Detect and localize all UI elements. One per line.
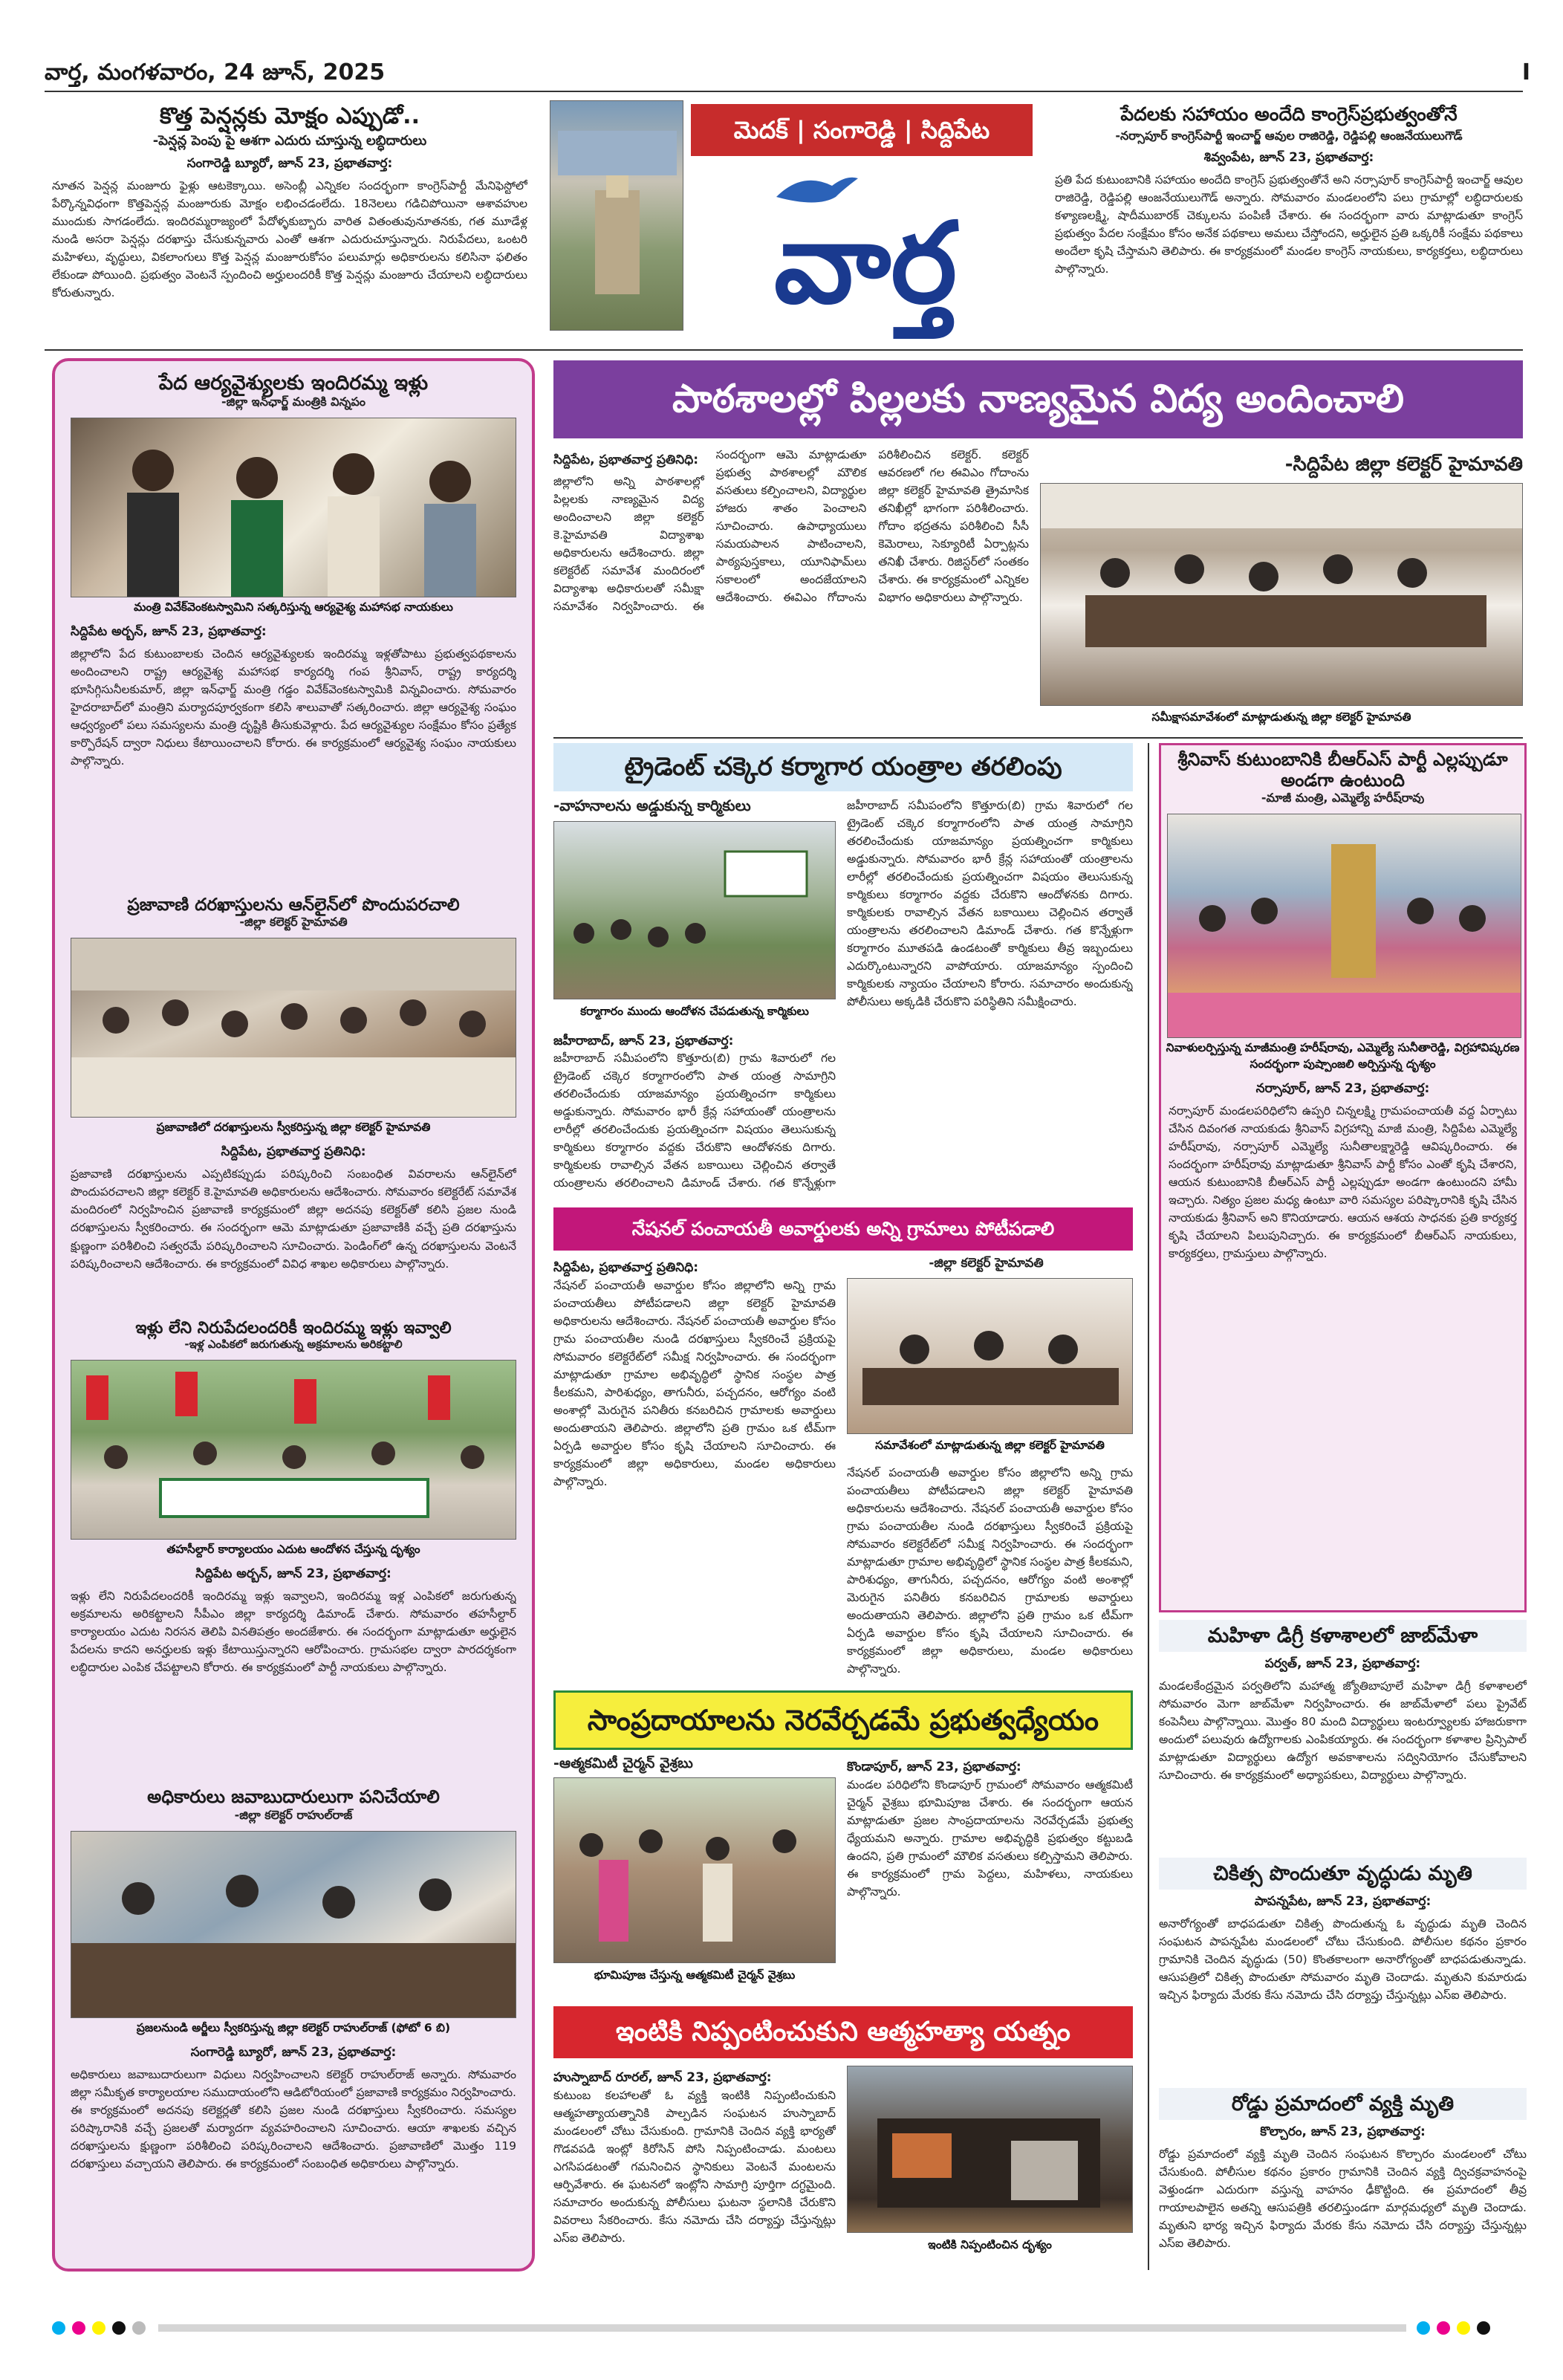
story-suicide-caption: ఇంటికి నిప్పంటించిన దృశ్యం — [928, 2238, 1052, 2251]
story-prajavani-subhead: -జిల్లా కలెక్టర్ హైమావతి — [239, 915, 348, 930]
story-panchayat-photo-svg — [848, 1279, 1133, 1434]
edition-photo-collage — [550, 100, 683, 331]
story-panchayat-caption: సమావేశంలో మాట్లాడుతున్న జిల్లా కలెక్టర్ హైమావతి — [875, 1439, 1105, 1452]
masthead-rule — [45, 91, 1523, 92]
story-panchayat-headline: నేషనల్ పంచాయతీ అవార్డులకు అన్ని గ్రామాలు పోటీపడాలి — [553, 1207, 1133, 1251]
story-college — [1159, 1620, 1527, 1850]
story-elderly-dateline: పాపన్నపేట, జూన్ 23, ప్రభాతవార్త: — [1254, 1894, 1432, 1910]
story-arya — [71, 372, 516, 892]
story-pension-dateline: సంగారెడ్డి బ్యూరో, జూన్ 23, ప్రభాతవార్త: — [186, 155, 393, 171]
story-congress-headline: పేదలకు సహాయం అందేది కాంగ్రెస్‌ప్రభుత్వంతోనే — [1120, 103, 1458, 125]
story-arya-dateline: సిద్దిపేట అర్బన్, జూన్ 23, ప్రభాతవార్త: — [71, 624, 267, 640]
registration-dot-grey — [132, 2321, 146, 2335]
story-officers-caption: ప్రజలనుండి అర్జీలు స్వీకరిస్తున్న జిల్లా కలెక్టర్ రాహుల్‌రాజ్ (ఫోటో 6 బి) — [136, 2020, 451, 2034]
story-prajavani — [71, 895, 516, 1311]
registration-dot-yellow — [92, 2321, 105, 2335]
story-tradition-caption: భూమిపూజ చేస్తున్న ఆత్మకమిటీ చైర్మన్ వైశ్రబు — [594, 1968, 796, 1982]
story-prajavani-photo — [71, 938, 516, 1118]
right-column-rule — [1148, 743, 1149, 2270]
story-school-photo — [1040, 483, 1523, 706]
story-officers-photo-svg — [71, 1832, 516, 2017]
registration-dot-black — [112, 2321, 126, 2335]
story-brs-photo — [1167, 814, 1521, 1038]
story-elderly-headline: చికిత్స పొందుతూ వృద్ధుడు మృతి — [1159, 1858, 1527, 1890]
registration-dot-black-right — [1477, 2321, 1490, 2335]
registration-dot-magenta — [72, 2321, 85, 2335]
story-college-dateline: పర్వత్, జూన్ 23, ప్రభాతవార్త: — [1264, 1656, 1421, 1672]
story-brs-dateline: నర్సాపూర్, జూన్ 23, ప్రభాతవార్త: — [1255, 1081, 1430, 1097]
story-houses-body: ఇళ్లు లేని నిరుపేదలందరికీ ఇందిరమ్మ ఇళ్లు ఇవ్వాలని, ఇందిరమ్మ ఇళ్ల ఎంపికలో జరుగుతున్న అక్రమాలను అరికట్టాలని సీపీఎం జిల్లా కార్యదర్శి డిమాండ్ చేశారు. సోమవారం తహసీల్దార్ కార్యాలయం ఎదుట నిరసన తెలిపి వినతిపత్రం అందజేశారు. ఈ సందర్భంగా మాట్లాడుతూ అర్హులైన పేదలను కాదని అనర్హులకు ఇళ్లు కేటాయిస్తున్నారని ఆరోపించారు. గ్రామసభల ద్వారా పారదర్శకంగా లబ్ధిదారుల ఎంపిక చేపట్టాలని కోరారు. ఈ కార్యక్రమంలో పార్టీ నాయకులు పాల్గొన్నారు. — [71, 1589, 516, 1675]
newspaper-logo: వార్త — [773, 199, 958, 328]
edition-banner: మెదక్ | సంగారెడ్డి | సిద్దిపేట — [691, 104, 1033, 156]
story-trident-photo-svg — [554, 822, 836, 999]
registration-dot-magenta-right — [1437, 2321, 1450, 2335]
story-trident-body-right: జహీరాబాద్ సమీపంలోని కొత్తూరు(బి) గ్రామ శివారులో గల ట్రైడెంట్ చక్కెర కర్మాగారంలోని పాత యంత్ర సామాగ్రిని తరలించేందుకు యాజమాన్యం ప్రయత్నించగా కార్మికులు అడ్డుకున్నారు. సోమవారం భారీ క్రేన్ల సహాయంతో యంత్రాలను లారీల్లో తరలించేందుకు ప్రయత్నించగా విషయం తెలుసుకున్న కార్మికులు కర్మాగారం వద్దకు చేరుకొని ఆందోళనకు దిగారు. కార్మికులకు రావాల్సిన వేతన బకాయిలు చెల్లించిన తర్వాతే యంత్రాలను తరలించాలని డిమాండ్ చేశారు. గత కొన్నేళ్లుగా కర్మాగారం మూతపడి ఉండటంతో కార్మికులు తీవ్ర ఇబ్బందులు ఎదుర్కొంటున్నారని వాపోయారు. యాజమాన్యం స్పందించి కార్మికులకు న్యాయం చేయాలని కోరారు. సమాచారం అందుకున్న పోలీసులు అక్కడికి చేరుకొని పరిస్థితిని సమీక్షించారు. — [847, 799, 1133, 1009]
story-houses-dateline: సిద్దిపేట అర్బన్, జూన్ 23, ప్రభాతవార్త: — [195, 1566, 391, 1582]
story-prajavani-body: ప్రజావాణి దరఖాస్తులను ఎప్పటికప్పుడు పరిష్కరించి సంబంధిత వివరాలను ఆన్‌లైన్‌లో పొందుపరచాలని జిల్లా కలెక్టర్ కె.హైమావతి అధికారులను ఆదేశించారు. సోమవారం కలెక్టరేట్ సమావేశ మందిరంలో నిర్వహించిన ప్రజావాణి కార్యక్రమంలో జిల్లా అదనపు కలెక్టర్‌తో కలిసి ప్రజల నుండి దరఖాస్తులను స్వీకరించారు. ఈ సందర్భంగా ఆమె మాట్లాడుతూ ప్రజావాణికి వచ్చే ప్రతి దరఖాస్తును క్షుణ్ణంగా పరిశీలించి సత్వరమే పరిష్కరించాలని సూచించారు. పెండింగ్‌లో ఉన్న దరఖాస్తులను వెంటనే పరిష్కరించాలని ఆదేశించారు. ఈ కార్యక్రమంలో వివిధ శాఖల అధికారులు పాల్గొన్నారు. — [71, 1167, 516, 1271]
registration-bar — [158, 2324, 1406, 2332]
story-college-body: మండలకేంద్రమైన పర్వతిలోని మహాత్మ జ్యోతిబాపూలే మహిళా డిగ్రీ కళాశాలలో సోమవారం మెగా జాబ్‌మేళా నిర్వహించారు. ఈ జాబ్‌మేళాలో పలు ప్రైవేట్ కంపెనీలు పాల్గొన్నాయి. మొత్తం 80 మంది విద్యార్థులు ఇంటర్వ్యూలకు హాజరుకాగా అందులో పలువురు ఉద్యోగాలకు ఎంపికయ్యారు. ఈ సందర్భంగా కళాశాల ప్రిన్సిపాల్ మాట్లాడుతూ విద్యార్థులు ఉద్యోగ అవకాశాలను సద్వినియోగం చేసుకోవాలని సూచించారు. ఈ కార్యక్రమంలో అధ్యాపకులు, విద్యార్థులు పాల్గొన్నారు. — [1159, 1679, 1527, 1783]
story-accident-body: రోడ్డు ప్రమాదంలో వ్యక్తి మృతి చెందిన సంఘటన కొల్చారం మండలంలో చోటు చేసుకుంది. పోలీసుల కథనం ప్రకారం గ్రామానికి చెందిన వ్యక్తి ద్విచక్రవాహనంపై వెళ్తుండగా ఎదురుగా వస్తున్న వాహనం ఢీకొట్టింది. ఈ ప్రమాదంలో తీవ్ర గాయాలపాలైన అతన్ని ఆసుపత్రికి తరలిస్తుండగా మార్గమధ్యలో మృతి చెందాడు. మృతుని భార్య ఇచ్చిన ఫిర్యాదు మేరకు కేసు నమోదు చేసి దర్యాప్తు చేస్తున్నట్లు ఎస్ఐ తెలిపారు. — [1159, 2147, 1527, 2251]
story-suicide-photo-svg — [848, 2066, 1133, 2233]
story-pension-body: నూతన పెన్షన్ల మంజూరు ఫైళ్లు ఆటకెక్కాయి. అసెంబ్లీ ఎన్నికల సందర్భంగా కాంగ్రెస్‌పార్టీ మేనిఫెస్టోలో పేర్కొన్నవిధంగా కొత్తపెన్షన్ల మంజూరుకు మోక్షం లభించడంలేదు. 18నెలలు గడిచిపోయినా ఆశావహుల ముందుకు సాగడంలేదు. ఇందిరమ్మరాజ్యంలో పేదోళ్ళకుబ్బారు వారిత వితంతువునూతనకు, గత మూడేళ్ల నుండి అసరా పెన్షన్లు దరఖాస్తు చేసుకున్నవారు ఎంతో ఆశగా ఎదురుచూస్తున్నారు. నిరుపేదలు, ఒంటరి మహిళలు, వృద్ధులు, వికలాంగులు కొత్త పెన్షన్ల మంజూరుకోసం పలుమార్లు అధికారులను కలిసినా ఫలితం లేకుండా పోయింది. ప్రభుత్వం వెంటనే స్పందించి అర్హులందరికీ కొత్త పెన్షన్లు మంజూరు చేయాలని లబ్ధిదారులు కోరుతున్నారు. — [52, 178, 527, 299]
story-suicide-dateline: హుస్నాబాద్ రూరల్, జూన్ 23, ప్రభాతవార్త: — [553, 2070, 772, 2085]
story-accident — [1159, 2088, 1527, 2270]
story-panchayat-body-right: నేషనల్ పంచాయతీ అవార్డుల కోసం జిల్లాలోని అన్ని గ్రామ పంచాయతీలు పోటీపడాలని జిల్లా కలెక్టర్ హైమావతి అధికారులను ఆదేశించారు. నేషనల్ పంచాయతీ అవార్డుల కోసం గ్రామ పంచాయతీల నుండి దరఖాస్తులు స్వీకరించే ప్రక్రియపై సోమవారం కలెక్టరేట్‌లో సమీక్ష నిర్వహించారు. ఈ సందర్భంగా మాట్లాడుతూ గ్రామాల అభివృద్ధిలో స్థానిక సంస్థల పాత్ర కీలకమని, పారిశుధ్యం, తాగునీరు, పచ్చదనం, ఆరోగ్యం వంటి అంశాల్లో మెరుగైన పనితీరు కనబరిచిన గ్రామాలకు అవార్డులు అందుతాయని తెలిపారు. జిల్లాలోని ప్రతి గ్రామం ఒక టీమ్‌గా ఏర్పడి అవార్డుల కోసం కృషి చేయాలని సూచించారు. ఈ కార్యక్రమంలో జిల్లా అధికారులు, మండల అధికారులు పాల్గొన్నారు. — [847, 1466, 1133, 1676]
story-trident-subhead: -వాహనాలను అడ్డుకున్న కార్మికులు — [553, 797, 751, 814]
edition-logo-block — [550, 100, 1040, 338]
story-officers-photo — [71, 1831, 516, 2018]
story-houses-photo-svg — [71, 1361, 516, 1539]
story-congress-body: ప్రతి పేద కుటుంబానికి సహాయం అందేది కాంగ్రెస్ ప్రభుత్వంతోనే అని నర్సాపూర్ కాంగ్రెస్‌పార్టీ ఇంచార్జ్ ఆవుల రాజిరెడ్డి, రెడ్డిపల్లి ఆంజనేయులుగౌడ్ అన్నారు. సోమవారం మండలంలోని పలు గ్రామాల్లో లబ్ధిదారులకు కళ్యాణలక్ష్మి, షాదీముబారక్ చెక్కులను పంపిణీ చేశారు. ఈ సందర్భంగా వారు మాట్లాడుతూ కాంగ్రెస్ ప్రభుత్వం పేదల సంక్షేమం కోసం అనేక పథకాలు అమలు చేస్తోందని, అర్హులైన ప్రతి ఒక్కరికీ సంక్షేమ పథకాలు అందేలా కృషి చేస్తామని తెలిపారు. ఈ కార్యక్రమంలో మండల కాంగ్రెస్ నాయకులు, కార్యకర్తలు, లబ్ధిదారులు పాల్గొన్నారు. — [1055, 172, 1523, 276]
story-tradition-dateline: కొండాపూర్, జూన్ 23, ప్రభాతవార్త: — [847, 1760, 1021, 1774]
story-school-dateline: సిద్దిపేట, ప్రభాతవార్త ప్రతినిధి: — [553, 453, 698, 467]
story-prajavani-photo-svg — [71, 938, 516, 1117]
paper-date-line: వార్త, మంగళవారం, 24 జూన్, 2025 — [45, 59, 386, 85]
story-tradition-body: మండల పరిధిలోని కొండాపూర్ గ్రామంలో సోమవారం ఆత్మకమిటీ చైర్మన్ వైశ్రబు భూమిపూజ చేశారు. ఈ సందర్భంగా ఆయన మాట్లాడుతూ ప్రజల సాంప్రదాయాలను నెరవేర్చడమే ప్రభుత్వ ధ్యేయమని అన్నారు. గ్రామాల అభివృద్ధికి ప్రభుత్వం కట్టుబడి ఉందని, ప్రతి గ్రామంలో మౌలిక వసతులు కల్పిస్తామని తెలిపారు. ఈ కార్యక్రమంలో గ్రామ పెద్దలు, మహిళలు, నాయకులు పాల్గొన్నారు. — [847, 1778, 1133, 1899]
top-section-rule — [45, 349, 1523, 351]
story-prajavani-dateline: సిద్దిపేట, ప్రభాతవార్త ప్రతినిధి: — [221, 1144, 366, 1160]
story-accident-headline: రోడ్డు ప్రమాదంలో వ్యక్తి మృతి — [1159, 2088, 1527, 2120]
story-houses-subhead: -ఇళ్ల ఎంపికలో జరుగుతున్న అక్రమాలను అరికట్టాలి — [184, 1337, 403, 1352]
story-arya-photo-svg — [71, 418, 516, 597]
story-officers-body: అధికారులు జవాబుదారులుగా విధులు నిర్వహించాలని కలెక్టర్ రాహుల్‌రాజ్ అన్నారు. సోమవారం జిల్లా సమీకృత కార్యాలయాల సముదాయంలోని ఆడిటోరియంలో ప్రజావాణి కార్యక్రమం నిర్వహించారు. ఈ కార్యక్రమంలో అదనపు కలెక్టర్లతో కలిసి ప్రజల నుండి దరఖాస్తులు స్వీకరించారు. సమస్యల పరిష్కారానికి వచ్చే ప్రజలతో మర్యాదగా వ్యవహరించాలని సూచించారు. ఆయా శాఖలకు వచ్చిన దరఖాస్తులను క్షుణ్ణంగా పరిశీలించి పరిష్కరించాలని ఆదేశించారు. ప్రజావాణిలో మొత్తం 119 దరఖాస్తులు వచ్చాయని తెలిపారు. ఈ కార్యక్రమంలో సంబంధిత అధికారులు పాల్గొన్నారు. — [71, 2067, 516, 2170]
story-suicide-headline: ఇంటికి నిప్పంటించుకుని ఆత్మహత్యా యత్నం — [553, 2006, 1133, 2058]
edition-photo-svg — [550, 101, 683, 331]
story-pension-subhead: -పెన్షన్ల పెంపు పై ఆశగా ఎదురు చూస్తున్న లబ్ధిదారులు — [152, 132, 427, 149]
story-elderly-body: అనారోగ్యంతో బాధపడుతూ చికిత్స పొందుతున్న ఓ వృద్ధుడు మృతి చెందిన సంఘటన పాపన్నపేట మండలంలో చోటు చేసుకుంది. పోలీసుల కథనం ప్రకారం గ్రామానికి చెందిన వృద్ధుడు (50) కొంతకాలంగా అనారోగ్యంతో బాధపడుతున్నాడు. ఆసుపత్రిలో చికిత్స పొందుతూ సోమవారం మృతి చెందాడు. మృతుని కుమారుడు ఇచ్చిన ఫిర్యాదు మేరకు కేసు నమోదు చేసి దర్యాప్తు చేస్తున్నట్లు ఎస్ఐ తెలిపారు. — [1159, 1917, 1527, 2003]
story-arya-caption: మంత్రి వివేక్‌వెంకటస్వామిని సత్కరిస్తున్న ఆర్యవైశ్య మహాసభ నాయకులు — [134, 600, 453, 615]
story-houses-photo — [71, 1360, 516, 1540]
story-school-subhead: -సిద్దిపేట జిల్లా కలెక్టర్ హైమావతి — [1284, 453, 1523, 476]
story-congress-dateline: శివ్వంపేట, జూన్ 23, ప్రభాతవార్త: — [1203, 149, 1374, 165]
story-congress — [1055, 104, 1523, 342]
story-school-headline: పాఠశాలల్లో పిల్లలకు నాణ్యమైన విద్య అందించాలి — [553, 360, 1523, 438]
story-school-body-wrap — [553, 446, 1029, 736]
story-trident-photo — [553, 821, 836, 999]
story-suicide-body-left: కుటుంబ కలహాలతో ఓ వ్యక్తి ఇంటికి నిప్పంటించుకుని ఆత్మహత్యాయత్నానికి పాల్పడిన సంఘటన హుస్నాబాద్ మండలంలో చోటు చేసుకుంది. గ్రామానికి చెందిన వ్యక్తి భార్యతో గొడవపడి ఇంట్లో కిరోసిన్ పోసి నిప్పంటించాడు. మంటలు ఎగసిపడటంతో గమనించిన స్థానికులు వెంటనే మంటలను ఆర్పివేశారు. ఈ ఘటనలో ఇంట్లోని సామాగ్రి పూర్తిగా దగ్ధమైంది. సమాచారం అందుకున్న పోలీసులు ఘటనా స్థలానికి చేరుకొని వివరాలు సేకరించారు. కేసు నమోదు చేసి దర్యాప్తు చేస్తున్నట్లు ఎస్ఐ తెలిపారు. — [553, 2089, 836, 2246]
story-arya-body: జిల్లాలోని పేద కుటుంబాలకు చెందిన ఆర్యవైశ్యులకు ఇందిరమ్మ ఇళ్లతోపాటు ప్రభుత్వపథకాలను అందించాలని రాష్ట్ర ఆర్యవైశ్య మహాసభ కార్యదర్శి గంప శ్రీనివాస్, రాష్ట్ర కార్యదర్శి భూసిగ్గిసునీలకుమార్, జిల్లా ఇన్‌ఛార్జ్ మంత్రి గడ్డం వివేక్‌వెంకటస్వామికి విన్నవించారు. సోమవారం హైదరాబాద్‌లో మంత్రిని మర్యాదపూర్వకంగా కలిసి శాలువాతో సత్కరించారు. జిల్లా ఆర్యవైశ్య సంఘం ఆధ్వర్యంలో పలు సమస్యలను మంత్రి దృష్టికి తీసుకువెళ్లారు. పేద ఆర్యవైశ్యుల సంక్షేమం కోసం ప్రత్యేక కార్పొరేషన్ ద్వారా నిధులు కేటాయించాలని కోరారు. ఈ కార్యక్రమంలో ఆర్యవైశ్య సంఘం నాయకులు పాల్గొన్నారు. — [71, 647, 516, 768]
story-houses-headline: ఇళ్లు లేని నిరుపేదలందరికీ ఇందిరమ్మ ఇళ్లు ఇవ్వాలి — [135, 1319, 452, 1337]
story-pension — [52, 104, 527, 342]
clock-tower-shape — [595, 190, 640, 294]
story-suicide-photo — [847, 2066, 1133, 2233]
story-panchayat-photo — [847, 1278, 1133, 1434]
clock-face-shape — [606, 175, 628, 198]
story-panchayat-subhead: -జిల్లా కలెక్టర్ హైమావతి — [929, 1256, 1044, 1271]
story-prajavani-headline: ప్రజావాణి దరఖాస్తులను ఆన్‌లైన్‌లో పొందుపరచాలి — [127, 895, 460, 915]
story-prajavani-caption: ప్రజావాణిలో దరఖాస్తులను స్వీకరిస్తున్న జిల్లా కలెక్టర్ హైమావతి — [156, 1121, 431, 1135]
story-officers-headline: అధికారులు జవాబుదారులుగా పనిచేయాలి — [147, 1786, 440, 1807]
story-arya-photo — [71, 418, 516, 597]
story-college-headline: మహిళా డిగ్రీ కళాశాలలో జాబ్‌మేళా — [1159, 1620, 1527, 1652]
story-trident-dateline: జహీరాబాద్, జూన్ 23, ప్రభాతవార్త: — [553, 1034, 734, 1048]
story-tradition-headline: సాంప్రదాయాలను నెరవేర్చడమే ప్రభుత్వధ్యేయం — [553, 1690, 1133, 1750]
story-elderly — [1159, 1858, 1527, 2081]
footer-color-registration — [52, 2320, 1530, 2338]
story-brs-subhead: -మాజీ మంత్రి, ఎమ్మెల్యే హరీష్‌రావు — [1261, 791, 1425, 805]
story-trident-body-left: జహీరాబాద్ సమీపంలోని కొత్తూరు(బి) గ్రామ శివారులో గల ట్రైడెంట్ చక్కెర కర్మాగారంలోని పాత యంత్ర సామాగ్రిని తరలించేందుకు యాజమాన్యం ప్రయత్నించగా కార్మికులు అడ్డుకున్నారు. సోమవారం భారీ క్రేన్ల సహాయంతో యంత్రాలను లారీల్లో తరలించేందుకు ప్రయత్నించగా విషయం తెలుసుకున్న కార్మికులు కర్మాగారం వద్దకు చేరుకొని ఆందోళనకు దిగారు. కార్మికులకు రావాల్సిన వేతన బకాయిలు చెల్లించిన తర్వాతే యంత్రాలను తరలించాలని డిమాండ్ చేశారు. గత కొన్నేళ్లుగా — [553, 1051, 836, 1190]
story-brs-photo-svg — [1168, 814, 1521, 1037]
story-houses-caption: తహసీల్దార్ కార్యాలయం ఎదుట ఆందోళన చేస్తున్న దృశ్యం — [166, 1543, 420, 1557]
story-school-body: జిల్లాలోని అన్ని పాఠశాలల్లో పిల్లలకు నాణ్యమైన విద్య అందించాలని జిల్లా కలెక్టర్ కె.హైమావతి విద్యాశాఖ అధికారులను ఆదేశించారు. జిల్లా కలెక్టరేట్ సమావేశ మందిరంలో విద్యాశాఖ అధికారులతో సమీక్షా సమావేశం నిర్వహించారు. ఈ సందర్భంగా ఆమె మాట్లాడుతూ ప్రభుత్వ పాఠశాలల్లో మౌలిక వసతులు కల్పించాలని, విద్యార్థుల హాజరు శాతం పెంచాలని సూచించారు. ఉపాధ్యాయులు సమయపాలన పాటించాలని, పాఠ్యపుస్తకాలు, యూనిఫామ్‌లు సకాలంలో అందజేయాలని ఆదేశించారు. ఈవిఎం గోదాంను పరిశీలించిన కలెక్టర్. కలెక్టర్ ఆవరణలో గల ఈవిఎం గోదాంను జిల్లా కలెక్టర్ హైమావతి త్రైమాసిక తనిఖీల్లో భాగంగా పరిశీలించారు. గోదాం భద్రతను పరిశీలించి సీసీ కెమెరాలు, సెక్యూరిటీ ఏర్పాట్లను తనిఖీ చేశారు. రిజిస్టర్‌లో సంతకం చేశారు. ఈ కార్యక్రమంలో ఎన్నికల విభాగం అధికారులు పాల్గొన్నారు. — [553, 448, 1029, 614]
story-trident-caption: కర్మాగారం ముందు ఆందోళన చేపడుతున్న కార్మికులు — [580, 1005, 809, 1018]
story-congress-subhead: -నర్సాపూర్ కాంగ్రెస్‌పార్టీ ఇంచార్జ్ ఆవుల రాజిరెడ్డి, రెడ్డిపల్లి ఆంజనేయులుగౌడ్ — [1115, 128, 1463, 143]
school-bottom-rule — [553, 737, 1523, 739]
temple-shape — [558, 131, 677, 175]
story-tradition-subhead: -ఆత్మకమిటీ చైర్మన్ వైశ్రబు — [553, 1755, 693, 1771]
registration-dot-cyan — [52, 2321, 65, 2335]
story-pension-headline: కొత్త పెన్షన్లకు మోక్షం ఎప్పుడో.. — [160, 103, 420, 129]
story-arya-subhead: -జిల్లా ఇన్‌ఛార్జ్ మంత్రికి విన్నపం — [221, 395, 365, 409]
story-school-photo-svg — [1041, 484, 1523, 706]
page-number: I — [1521, 59, 1530, 85]
story-officers-subhead: -జిల్లా కలెక్టర్ రాహుల్‌రాజ్ — [234, 1807, 353, 1822]
story-tradition-photo — [553, 1777, 836, 1963]
registration-dot-cyan-right — [1417, 2321, 1430, 2335]
story-arya-headline: పేద ఆర్యవైశ్యులకు ఇందిరమ్మ ఇళ్లు — [158, 372, 429, 395]
story-school-caption: సమీక్షాసమావేశంలో మాట్లాడుతున్న జిల్లా కలెక్టర్ హైమావతి — [1151, 710, 1411, 724]
story-officers-dateline: సంగారెడ్డి బ్యూరో, జూన్ 23, ప్రభాతవార్త: — [190, 2044, 397, 2060]
story-officers — [71, 1787, 516, 2263]
story-panchayat-dateline: సిద్దిపేట, ప్రభాతవార్త ప్రతినిధి: — [553, 1260, 698, 1275]
story-brs — [1159, 743, 1527, 1612]
story-trident-headline: ట్రైడెంట్ చక్కెర కర్మాగార యంత్రాల తరలింపు — [553, 743, 1133, 791]
registration-dot-yellow-right — [1457, 2321, 1470, 2335]
story-brs-body: నర్సాపూర్ మండలపరిధిలోని ఉప్పరి చిన్నలక్ష్మి గ్రామపంచాయతీ వద్ద ఏర్పాటు చేసిన దివంగత నాయకుడు శ్రీనివాస్ విగ్రహాన్ని మాజీ మంత్రి, సిద్దిపేట ఎమ్మెల్యే హరీష్‌రావు, నర్సాపూర్ ఎమ్మెల్యే సునీతాలక్ష్మారెడ్డి ఆవిష్కరించారు. ఈ సందర్భంగా హరీష్‌రావు మాట్లాడుతూ శ్రీనివాస్ పార్టీ కోసం ఎంతో కృషి చేశారని, ఆయన కుటుంబానికి బీఆర్ఎస్ పార్టీ ఎల్లప్పుడూ అండగా ఉంటుందని హామీ ఇచ్చారు. నిత్యం ప్రజల మధ్య ఉంటూ వారి సమస్యల పరిష్కారానికి కృషి చేసిన నాయకుడు శ్రీనివాస్ అని కొనియాడారు. ఆయన ఆశయ సాధనకు ప్రతి కార్యకర్త కృషి చేయాలని పిలుపునిచ్చారు. ఈ కార్యక్రమంలో బీఆర్ఎస్ నాయకులు, కార్యకర్తలు, గ్రామస్తులు పాల్గొన్నారు. — [1169, 1104, 1517, 1261]
story-houses — [71, 1319, 516, 1780]
story-tradition-photo-svg — [554, 1778, 836, 1963]
story-brs-headline: శ్రీనివాస్ కుటుంబానికి బీఆర్ఎస్ పార్టీ ఎల్లప్పుడూ అండగా ఉంటుంది — [1177, 749, 1508, 791]
story-panchayat-body-left: నేషనల్ పంచాయతీ అవార్డుల కోసం జిల్లాలోని అన్ని గ్రామ పంచాయతీలు పోటీపడాలని జిల్లా కలెక్టర్ హైమావతి అధికారులను ఆదేశించారు. నేషనల్ పంచాయతీ అవార్డుల కోసం గ్రామ పంచాయతీల నుండి దరఖాస్తులు స్వీకరించే ప్రక్రియపై సోమవారం కలెక్టరేట్‌లో సమీక్ష నిర్వహించారు. ఈ సందర్భంగా మాట్లాడుతూ గ్రామాల అభివృద్ధిలో స్థానిక సంస్థల పాత్ర కీలకమని, పారిశుధ్యం, తాగునీరు, పచ్చదనం, ఆరోగ్యం వంటి అంశాల్లో మెరుగైన పనితీరు కనబరిచిన గ్రామాలకు అవార్డులు అందుతాయని తెలిపారు. జిల్లాలోని ప్రతి గ్రామం ఒక టీమ్‌గా ఏర్పడి అవార్డుల కోసం కృషి చేయాలని సూచించారు. ఈ కార్యక్రమంలో జిల్లా అధికారులు, మండల అధికారులు పాల్గొన్నారు. — [553, 1279, 836, 1489]
story-accident-dateline: కొల్చారం, జూన్ 23, ప్రభాతవార్త: — [1260, 2124, 1426, 2140]
story-brs-caption: నివాళులర్పిస్తున్న మాజీమంత్రి హరీష్‌రావు, ఎమ్మెల్యే సునీతారెడ్డి, విగ్రహావిష్కరణ సందర్భంగా పుష్పాంజలి అర్పిస్తున్న దృశ్యం — [1166, 1041, 1520, 1071]
